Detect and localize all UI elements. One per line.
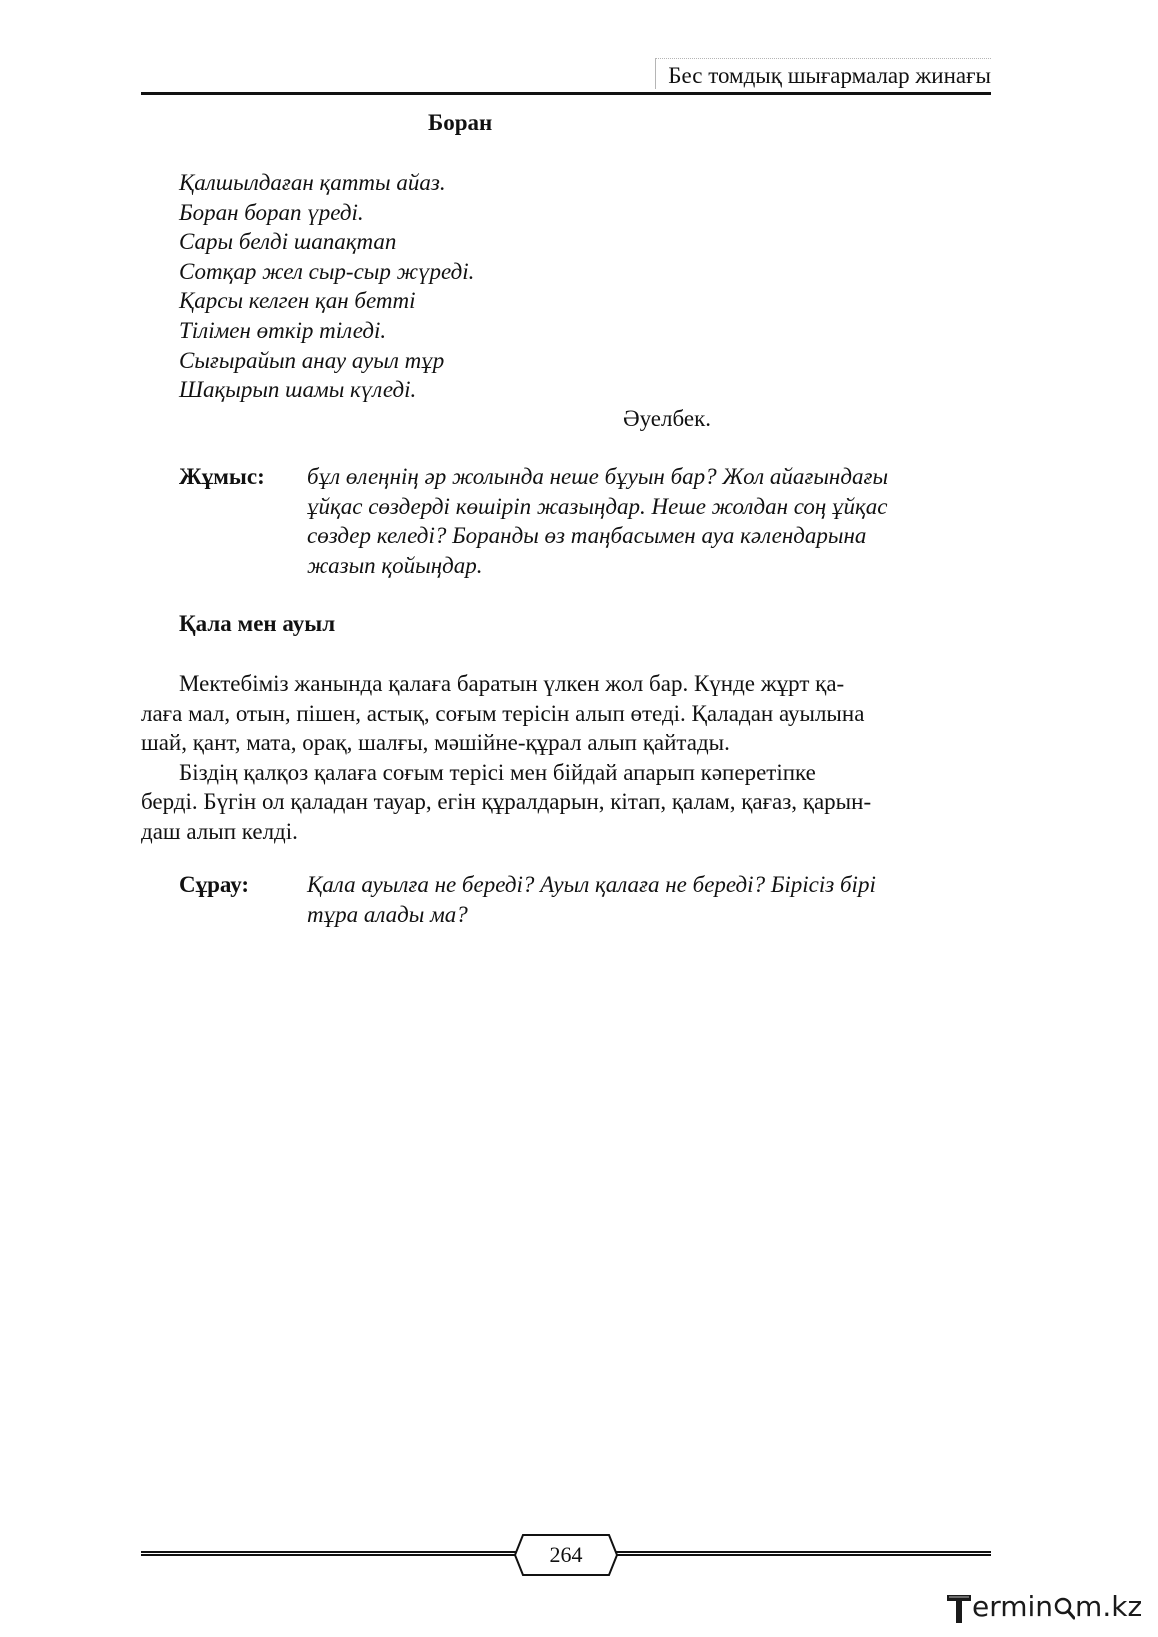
question-line: Қала ауылға не береді? Ауыл қалаға не береді? Бірісіз бірі	[307, 872, 876, 897]
task-line: бұл өлеңнің әр жолында неше бұуын бар? Жол айағындағы	[307, 464, 889, 489]
footer-rule-left	[141, 1551, 516, 1556]
task-label: Жұмыс:	[179, 464, 265, 489]
poem-line: Сотқар жел сыр-сыр жүреді.	[179, 258, 475, 284]
prose-line: шай, қант, мата, орақ, шалғы, мәшійне-құрал алып қайтады.	[141, 730, 730, 756]
question-block	[179, 870, 991, 930]
footer-rule-right	[616, 1551, 991, 1556]
task-text	[307, 462, 991, 580]
task-line: сөздер келеді? Боранды өз таңбасымен ауа кәлендарына	[307, 523, 867, 549]
prose-text	[141, 669, 991, 847]
poem-line: Шақырып шамы күледі.	[179, 377, 417, 403]
prose-line: лаға мал, отын, пішен, астық, соғым терісін алып өтеді. Қаладан ауылына	[141, 700, 865, 726]
question-line: тұра алады ма?	[307, 901, 468, 927]
task-line: ұйқас сөздерді көшіріп жазыңдар. Неше жолдан соң ұйқас	[307, 493, 888, 519]
task-line: жазып қойыңдар.	[307, 552, 483, 578]
poem-line: Қарсы келген қан бетті	[179, 288, 416, 314]
section-title: Қала мен ауыл	[179, 611, 336, 636]
watermark-text-start: ermin	[972, 1590, 1054, 1623]
poem-line: Сары белді шапақтап	[179, 229, 397, 255]
header-rule	[141, 92, 991, 95]
poem	[179, 168, 474, 405]
task-block	[179, 462, 991, 582]
page-header	[141, 50, 991, 96]
prose-line: Біздің қалқоз қалаға соғым терісі мен бійдай апарып кәперетіпке	[179, 759, 816, 785]
running-header-title: Бес томдық шығармалар жинағы	[655, 58, 991, 89]
poem-title: Боран	[428, 110, 493, 135]
page-number-box	[513, 1533, 619, 1577]
t-logo-icon	[946, 1592, 972, 1624]
question-text	[307, 870, 991, 929]
magnifier-icon	[1053, 1595, 1075, 1621]
poem-line: Тілімен өткір тіледі.	[179, 317, 387, 343]
prose-line: Мектебіміз жанында қалаға баратын үлкен жол бар. Күнде жұрт қа-	[179, 671, 845, 696]
poem-line: Боран борап үреді.	[179, 199, 364, 225]
watermark	[946, 1585, 1146, 1629]
page-footer	[141, 1530, 991, 1580]
page-number: 264	[549, 1542, 583, 1567]
poem-line: Сығырайып анау ауыл тұр	[179, 347, 445, 373]
watermark-text-end: m.kz	[1075, 1590, 1143, 1623]
prose-line: берді. Бүгін ол қаладан тауар, егін құралдарын, кітап, қалам, қағаз, қарын-	[141, 789, 872, 815]
poem-line: Қалшылдаған қатты айаз.	[179, 170, 446, 195]
question-label: Сұрау:	[179, 872, 250, 897]
prose-line: даш алып келді.	[141, 818, 298, 844]
poem-author: Әуелбек.	[623, 406, 712, 431]
